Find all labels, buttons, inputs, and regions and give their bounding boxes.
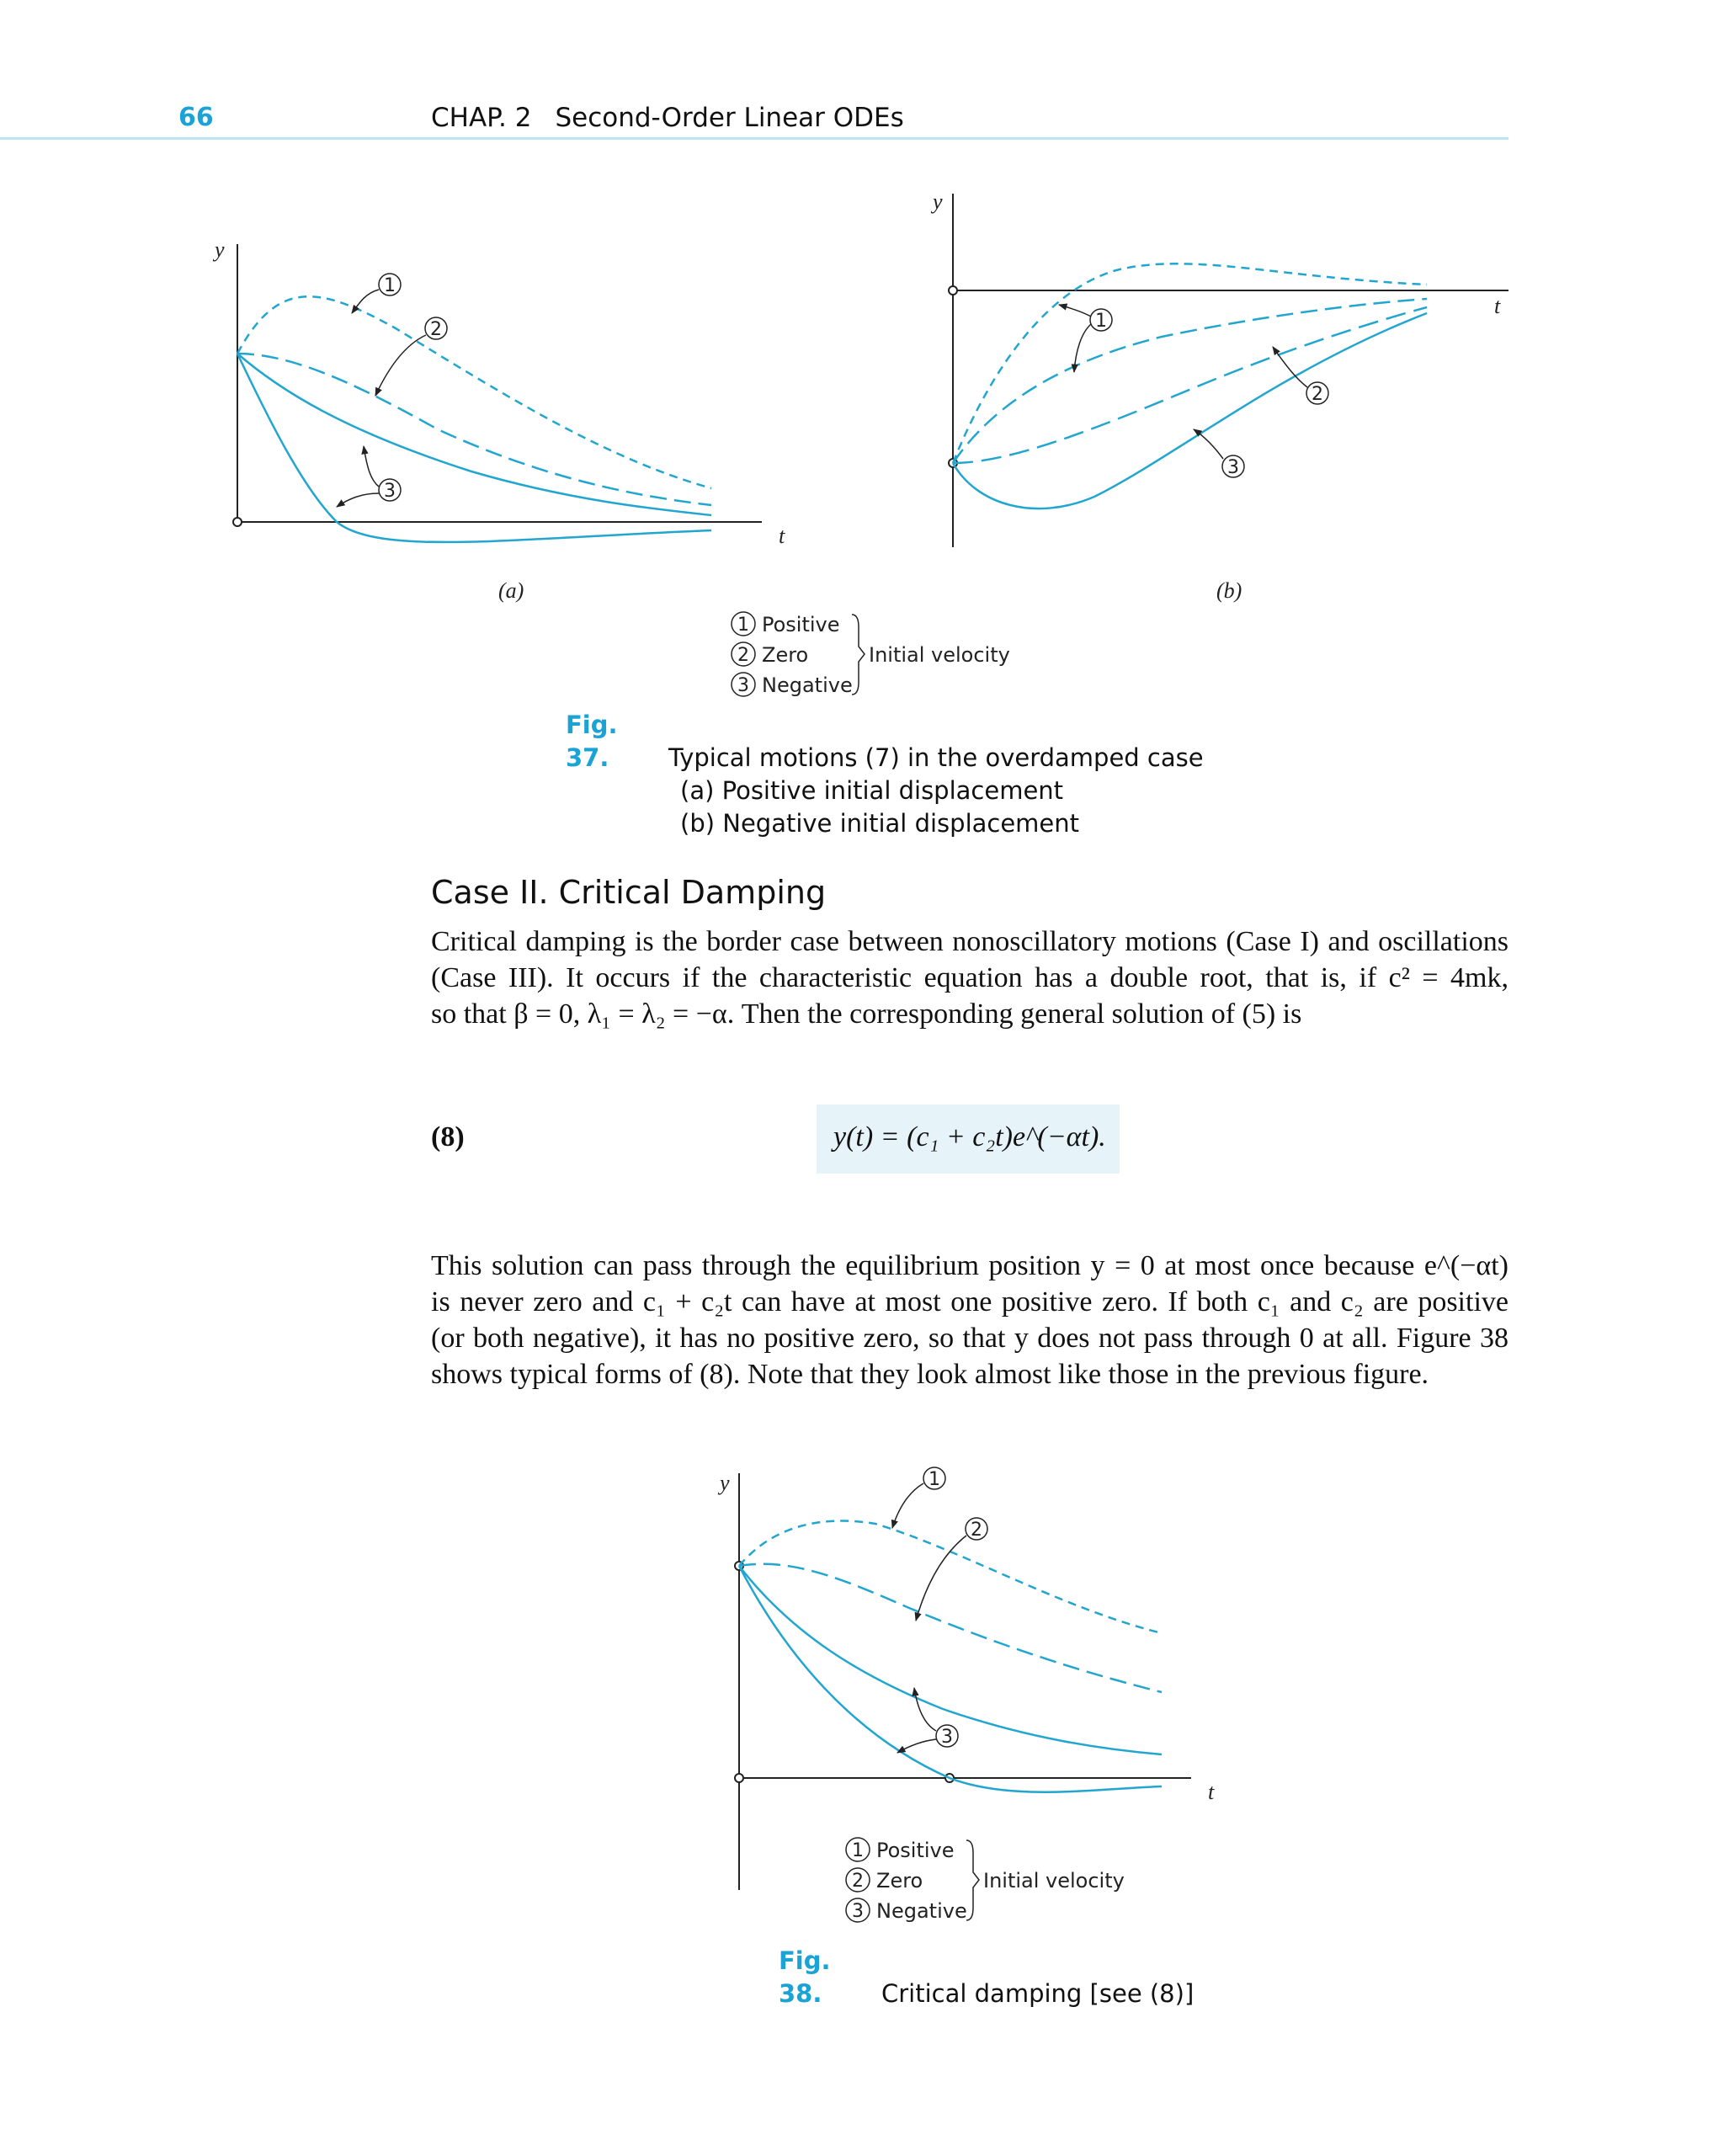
fig38-curve-1-positive [739,1521,1162,1633]
fig38-legend-positive: Positive [876,1839,955,1862]
figure-38 [0,1431,1724,2020]
paragraph-2-line-1: This solution can pass through the equilibrium position y = 0 at most once because e^(−αt) [431,1250,1508,1281]
paragraph-1-line-1: Critical damping is the border case between nonoscillatory motions (Case I) and oscillations [431,926,1508,957]
fig38-legend-marker-2-text: 2 [852,1871,864,1892]
chapter-label: CHAP. 2 [431,103,532,133]
paragraph-1 [431,924,1508,1032]
fig37b-curve-3-negative [953,313,1427,508]
fig37-caption-line2: (a) Positive initial displacement [680,776,1064,805]
fig38-caption [779,1945,1194,2010]
fig38-caption-label: Fig. 38. [779,1946,831,2008]
fig37-legend-group-label: Initial velocity [869,643,1010,667]
fig37a-arrow-3a [364,446,379,487]
fig37-legend-brace [852,615,865,695]
fig37a-curve-3b [237,354,711,542]
page-number: 66 [178,103,214,132]
fig37a-arrow-3b [337,493,379,507]
fig37a-arrow-2 [375,335,426,396]
paragraph-2 [431,1248,1508,1392]
fig37b-curve-1-positive [953,264,1427,463]
fig38-legend-marker-3-text: 3 [852,1901,864,1922]
fig37a-arrow-1 [352,290,379,313]
fig37-legend-marker-3-text: 3 [737,675,749,696]
fig38-curve-3b [739,1566,1162,1792]
fig37b-marker-3-text: 3 [1227,457,1239,478]
fig37b-marker-1-text: 1 [1095,311,1107,332]
fig38-curve-2-zero [739,1564,1162,1692]
fig38-marker-1-text: 1 [929,1469,940,1490]
equation-8: y(t) = (c₁ + c₂t)e^(−αt). [833,1121,1106,1153]
fig37a-curve-2-zero [237,354,711,505]
fig37a-marker-2-text: 2 [430,319,442,340]
fig38-marker-3-text: 3 [941,1727,953,1748]
paragraph-1-line-2: (Case III). It occurs if the characteristic equation has a double root, that is, if c² = 4mk, [431,962,1508,993]
fig37b-arrow-2 [1273,347,1307,387]
fig37-caption [566,709,1204,840]
fig38-legend-brace [966,1840,979,1920]
fig38-arrow-1 [892,1483,923,1528]
fig37-caption-label: Fig. 37. [566,711,618,772]
fig37b-sublabel: (b) [1216,578,1242,603]
fig37b-arrow-1a [1059,305,1091,317]
fig37-legend-marker-1-text: 1 [737,615,749,636]
fig38-t-label: t [1208,1780,1215,1804]
fig38-legend-zero: Zero [876,1869,923,1892]
paragraph-2-line-4: shows typical forms of (8). Note that they look almost like those in the previous figure. [431,1359,1429,1390]
fig37a-curve-1-positive [237,296,711,488]
chapter-title: Second-Order Linear ODEs [555,103,904,133]
fig38-caption-text: Critical damping [see (8)] [881,1979,1195,2008]
fig38-origin [735,1774,743,1782]
fig37-caption-line3: (b) Negative initial displacement [680,809,1080,838]
equation-number: (8) [431,1121,465,1153]
fig38-legend-group-label: Initial velocity [983,1869,1125,1892]
paragraph-2-line-2: is never zero and c₁ + c₂t can have at most one positive zero. If both c₁ and c₂ are positive [431,1286,1508,1318]
fig37a-t-label: t [779,524,785,548]
fig37a-origin [233,518,242,526]
fig37a-curve-3a [237,354,711,515]
fig37a-sublabel: (a) [498,578,524,603]
paragraph-1-line-3: so that β = 0, λ₁ = λ₂ = −α. Then the corresponding general solution of (5) is [431,998,1302,1030]
paragraph-2-line-3: (or both negative), it has no positive zero, so that y does not pass through 0 at all. Figure 38 [431,1323,1508,1354]
section-heading: Case II. Critical Damping [431,874,827,911]
fig37b-curve-2a [953,299,1427,463]
fig37a-marker-3-text: 3 [384,481,396,502]
fig37b-y-label: y [933,189,943,214]
fig37a-marker-1-text: 1 [384,275,396,296]
fig38-arrow-3b [897,1739,936,1753]
fig37b-t-label: t [1494,294,1501,318]
fig37-panel-b [930,189,1508,603]
fig37-panel-a [212,237,785,603]
fig38-legend-negative: Negative [876,1899,967,1923]
fig38-legend-marker-1-text: 1 [852,1840,864,1861]
fig37b-origin [949,286,957,295]
fig37a-y-label: y [215,237,225,262]
fig37-legend-positive: Positive [762,613,840,636]
fig37-caption-line1: Typical motions (7) in the overdamped case [668,743,1204,772]
fig38-marker-2-text: 2 [971,1520,982,1541]
fig37-legend-negative: Negative [762,673,853,697]
fig37-legend [732,612,1010,697]
fig38-y-label: y [720,1471,730,1495]
fig38-arrow-3a [914,1688,936,1731]
fig37b-marker-2-text: 2 [1312,384,1323,405]
fig37-legend-zero: Zero [762,643,809,667]
fig38-legend [846,1838,1125,1923]
fig37-legend-marker-2-text: 2 [737,645,749,666]
